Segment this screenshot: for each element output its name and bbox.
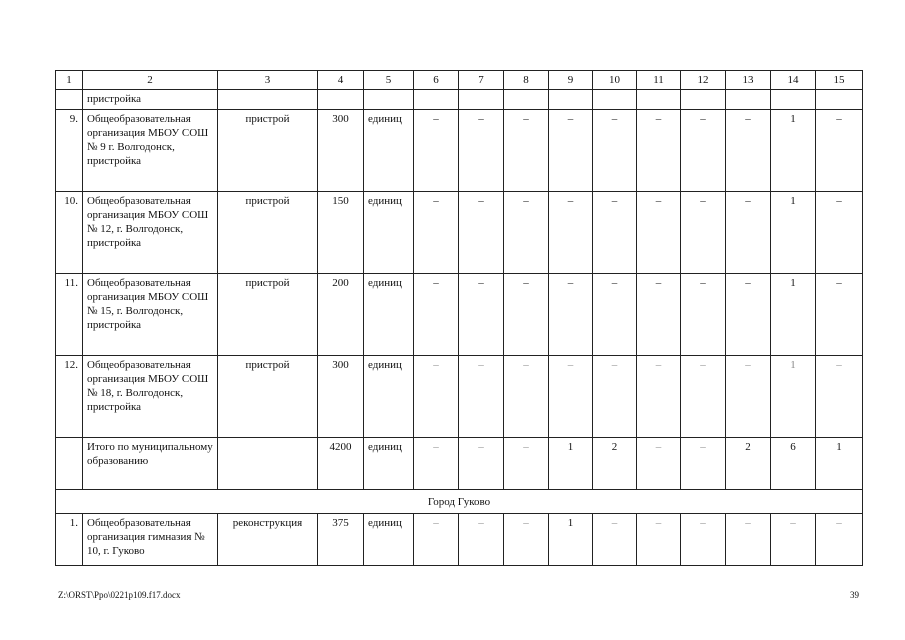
continuation-row [56, 90, 863, 110]
header-cell: 6 [414, 71, 459, 90]
value-cell: – [593, 274, 637, 356]
name-cell: Итого по муниципальному образованию [83, 438, 218, 490]
value-cell: – [504, 514, 549, 566]
header-cell: 9 [549, 71, 593, 90]
value-cell: – [593, 192, 637, 274]
type-cell [218, 438, 318, 490]
value-cell: – [459, 192, 504, 274]
table-cell [414, 90, 459, 110]
table-cell [364, 90, 414, 110]
table-row [56, 438, 863, 490]
table-cell [318, 90, 364, 110]
quantity-cell: 300 [318, 356, 364, 438]
value-cell: – [459, 274, 504, 356]
value-cell: 1 [771, 110, 816, 192]
value-cell: – [816, 274, 863, 356]
row-number-cell: 1. [56, 514, 83, 566]
value-cell: – [816, 110, 863, 192]
header-cell: 7 [459, 71, 504, 90]
value-cell: – [637, 192, 681, 274]
name-cell: пристройка [83, 90, 218, 110]
value-cell: – [637, 274, 681, 356]
value-cell: – [414, 438, 459, 490]
header-cell: 14 [771, 71, 816, 90]
value-cell: – [637, 438, 681, 490]
table-cell [637, 90, 681, 110]
value-cell: – [459, 356, 504, 438]
table-cell [593, 90, 637, 110]
table-cell [681, 90, 726, 110]
header-cell: 15 [816, 71, 863, 90]
value-cell: – [637, 110, 681, 192]
value-cell: – [726, 192, 771, 274]
value-cell: – [504, 192, 549, 274]
quantity-cell: 4200 [318, 438, 364, 490]
name-cell: Общеобразовательная организация гимназия № 10, г. Гуково [83, 514, 218, 566]
value-cell: – [504, 274, 549, 356]
header-cell: 5 [364, 71, 414, 90]
value-cell: – [414, 110, 459, 192]
row-number-cell: 9. [56, 110, 83, 192]
table-cell [726, 90, 771, 110]
row-number-cell: 11. [56, 274, 83, 356]
value-cell: 1 [816, 438, 863, 490]
name-cell: Общеобразовательная организация МБОУ СОШ № 15, г. Волгодонск, пристройка [83, 274, 218, 356]
section-title: Город Гуково [56, 490, 863, 514]
value-cell: – [816, 514, 863, 566]
value-cell: 1 [771, 192, 816, 274]
value-cell: – [816, 192, 863, 274]
value-cell: – [681, 110, 726, 192]
value-cell: – [459, 514, 504, 566]
value-cell: – [681, 438, 726, 490]
type-cell: пристрой [218, 356, 318, 438]
value-cell: – [637, 356, 681, 438]
value-cell: – [726, 110, 771, 192]
value-cell: – [593, 356, 637, 438]
table-cell [771, 90, 816, 110]
name-cell: Общеобразовательная организация МБОУ СОШ № 9 г. Волгодонск, пристройка [83, 110, 218, 192]
value-cell: – [726, 274, 771, 356]
value-cell: – [681, 192, 726, 274]
row-number-cell: 12. [56, 356, 83, 438]
header-cell: 2 [83, 71, 218, 90]
value-cell: 6 [771, 438, 816, 490]
name-cell: Общеобразовательная организация МБОУ СОШ № 12, г. Волгодонск, пристройка [83, 192, 218, 274]
table-cell [56, 90, 83, 110]
value-cell: – [726, 514, 771, 566]
table-row [56, 356, 863, 438]
value-cell: – [637, 514, 681, 566]
value-cell: 1 [771, 356, 816, 438]
column-number-header [56, 71, 863, 90]
unit-cell: единиц [364, 274, 414, 356]
table-row [56, 110, 863, 192]
document-table [55, 70, 863, 566]
unit-cell: единиц [364, 514, 414, 566]
unit-cell: единиц [364, 438, 414, 490]
value-cell: – [816, 356, 863, 438]
value-cell: – [593, 110, 637, 192]
unit-cell: единиц [364, 110, 414, 192]
value-cell: 1 [771, 274, 816, 356]
type-cell: пристрой [218, 110, 318, 192]
value-cell: – [549, 274, 593, 356]
value-cell: – [459, 438, 504, 490]
value-cell: 2 [593, 438, 637, 490]
value-cell: – [504, 356, 549, 438]
value-cell: – [549, 356, 593, 438]
type-cell: пристрой [218, 274, 318, 356]
value-cell: – [414, 514, 459, 566]
header-cell: 8 [504, 71, 549, 90]
table-cell [816, 90, 863, 110]
value-cell: – [504, 438, 549, 490]
table-cell [218, 90, 318, 110]
header-cell: 4 [318, 71, 364, 90]
value-cell: 1 [549, 514, 593, 566]
name-cell: Общеобразовательная организация МБОУ СОШ № 18, г. Волгодонск, пристройка [83, 356, 218, 438]
table-row [56, 274, 863, 356]
value-cell: – [681, 514, 726, 566]
unit-cell: единиц [364, 356, 414, 438]
header-cell: 1 [56, 71, 83, 90]
value-cell: – [681, 274, 726, 356]
value-cell: – [504, 110, 549, 192]
value-cell: 2 [726, 438, 771, 490]
page-number: 39 [850, 590, 859, 600]
value-cell: – [459, 110, 504, 192]
type-cell: пристрой [218, 192, 318, 274]
row-number-cell [56, 438, 83, 490]
value-cell: 1 [549, 438, 593, 490]
table-row [56, 192, 863, 274]
quantity-cell: 300 [318, 110, 364, 192]
value-cell: – [549, 110, 593, 192]
header-cell: 10 [593, 71, 637, 90]
value-cell: – [593, 514, 637, 566]
header-cell: 13 [726, 71, 771, 90]
header-cell: 3 [218, 71, 318, 90]
unit-cell: единиц [364, 192, 414, 274]
table-cell [549, 90, 593, 110]
value-cell: – [681, 356, 726, 438]
value-cell: – [414, 274, 459, 356]
value-cell: – [414, 356, 459, 438]
table-row [56, 514, 863, 566]
type-cell: реконструкция [218, 514, 318, 566]
footer-file-path: Z:\ORST\Ppo\0221p109.f17.docx [58, 590, 181, 600]
quantity-cell: 375 [318, 514, 364, 566]
value-cell: – [726, 356, 771, 438]
quantity-cell: 150 [318, 192, 364, 274]
quantity-cell: 200 [318, 274, 364, 356]
value-cell: – [549, 192, 593, 274]
header-cell: 12 [681, 71, 726, 90]
table-cell [504, 90, 549, 110]
row-number-cell: 10. [56, 192, 83, 274]
value-cell: – [771, 514, 816, 566]
value-cell: – [414, 192, 459, 274]
section-row [56, 490, 863, 514]
header-cell: 11 [637, 71, 681, 90]
table-cell [459, 90, 504, 110]
